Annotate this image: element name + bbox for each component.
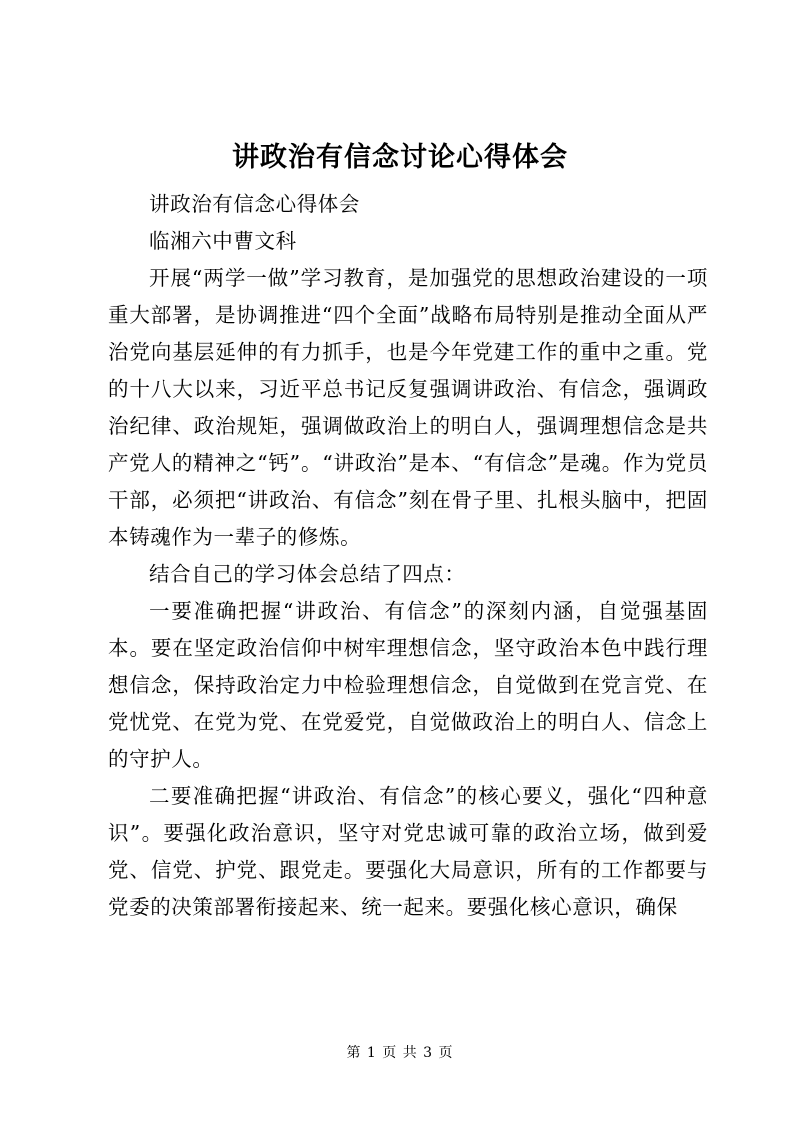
summary-paragraph: 结合自己的学习体会总结了四点： [149,562,466,586]
point-one-paragraph: 一要准确把握“讲政治、有信念”的深刻内涵，自觉强基固本。要在坚定政治信仰中树牢理想信念，坚守政治本色中践行理想信念，保持政治定力中检验理想信念，自觉做到在党言党、在党忧党、在党为党、在党爱党，自觉做政治上的明白人、信念上的守护人。 [108,599,708,771]
document-body [108,186,708,926]
document-title: 讲政治有信念讨论心得体会 [232,142,568,173]
author-paragraph: 临湘六中曹文科 [149,229,297,253]
point-two-paragraph: 二要准确把握“讲政治、有信念”的核心要义，强化“四种意识”。要强化政治意识，坚守对党忠诚可靠的政治立场，做到爱党、信党、护党、跟党走。要强化大局意识，所有的工作都要与党委的决策部署衔接起来、统一起来。要强化核心意识，确保 [108,784,708,919]
subtitle-paragraph: 讲政治有信念心得体会 [149,192,360,216]
page-footer: 第 1 页 共 3 页 [346,1045,454,1061]
intro-paragraph: 开展“两学一做”学习教育，是加强党的思想政治建设的一项重大部署，是协调推进“四个全面”战略布局特别是推动全面从严治党向基层延伸的有力抓手，也是今年党建工作的重中之重。党的十八大以来，习近平总书记反复强调讲政治、有信念，强调政治纪律、政治规矩，强调做政治上的明白人，强调理想信念是共产党人的精神之“钙”。“讲政治”是本、“有信念”是魂。作为党员干部，必须把“讲政治、有信念”刻在骨子里、扎根头脑中，把固本铸魂作为一辈子的修炼。 [108,266,708,549]
